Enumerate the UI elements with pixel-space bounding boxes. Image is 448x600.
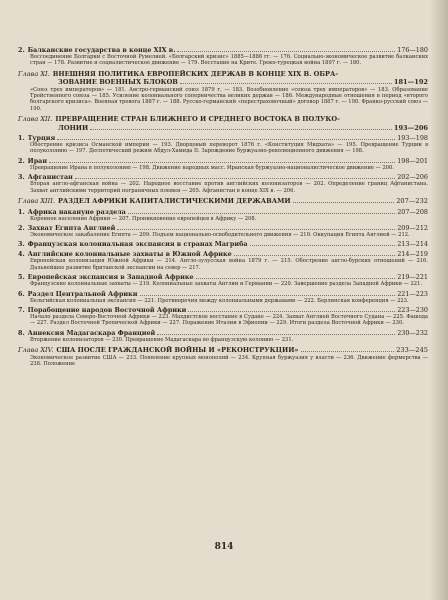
chapter-title: ВНЕШНЯЯ ПОЛИТИКА ЕВРОПЕЙСКИХ ДЕРЖАВ В КОНЦЕ XIX В. ОБРА- xyxy=(52,69,339,78)
page-range: 193—206 xyxy=(393,123,428,132)
chapter-entry xyxy=(18,346,428,367)
section-number: 1. xyxy=(18,134,25,143)
section-number: 1. xyxy=(18,207,25,216)
entry-summary: Начало раздела Северо-Восточной Африки — 223. Махдистское восстание в Судане — 224. Захват Англией Восточного Судана — 225. Фашода — 227. Раздел Восточной Тропической Африки — 227. Поражение Италии в Эфиопии — 229. Итоги раздела Восточной Африки — 230. xyxy=(30,313,428,327)
section-number: 3. xyxy=(18,173,25,182)
dot-leader xyxy=(301,346,395,352)
dot-leader xyxy=(90,124,392,130)
chapter-entry xyxy=(18,115,428,132)
dot-leader xyxy=(57,134,395,140)
section-number: 2. xyxy=(18,156,25,165)
section-number: 3. xyxy=(18,240,25,249)
chapter-title-continuation: ЗОВАНИЕ ВОЕННЫХ БЛОКОВ xyxy=(58,78,178,87)
dot-leader xyxy=(117,224,395,230)
section-entry xyxy=(18,157,428,171)
chapter-title: РАЗДЕЛ АФРИКИ КАПИТАЛИСТИЧЕСКИМИ ДЕРЖАВАМИ xyxy=(57,197,291,206)
section-title: Захват Египта Англией xyxy=(27,223,116,232)
section-entry xyxy=(18,290,428,304)
page-range: 223—230 xyxy=(397,305,428,314)
chapter-prefix: Глава XIV. xyxy=(18,346,54,355)
page-range: 214—219 xyxy=(397,250,428,259)
page-range: 202—206 xyxy=(397,173,428,182)
dot-leader xyxy=(180,78,392,84)
table-of-contents xyxy=(18,44,428,367)
section-title: Раздел Центральной Африки xyxy=(27,289,138,298)
entry-summary: Вторжение колонизаторов — 230. Превращение Мадагаскара во французскую колонию — 231. xyxy=(30,336,294,343)
dot-leader xyxy=(75,173,395,179)
section-number: 7. xyxy=(18,305,25,314)
page-number: 814 xyxy=(214,542,234,552)
section-title: Аннексия Мадагаскара Францией xyxy=(27,328,156,337)
section-entry xyxy=(18,273,428,287)
section-entry xyxy=(18,306,428,327)
entry-summary: Обострение кризиса Османской империи — 193. Дворцовый переворот 1876 г. «Конституция Мидхата» — 195. Превращение Турции в полуколонию — 197. Деспотический режим Абдул-Хамида II. Зарождение буржуазно-революционного движения — 198. xyxy=(30,142,428,155)
dot-leader xyxy=(128,208,395,214)
section-number: 4. xyxy=(18,250,25,259)
chapter-prefix: Глава XII. xyxy=(18,115,53,124)
entry-summary: Экономическое развитие США — 233. Появление крупных монополий — 234. Крупная буржуазия у власти — 236. Движение фермерства — 238. Положение xyxy=(30,354,428,367)
entry-summary: Экономическое закабаление Египта — 209. Подъем национально-освободительного движения — 210. Оккупация Египта Англией — 212. xyxy=(30,231,410,238)
section-number: 6. xyxy=(18,289,25,298)
section-title: Европейская экспансия в Западной Африке xyxy=(27,273,194,282)
page-range: 176—180 xyxy=(397,46,428,54)
page-range: 219—221 xyxy=(397,273,428,282)
section-title: Французская колониальная экспансия в странах Магриба xyxy=(27,240,248,249)
dot-leader xyxy=(188,306,395,312)
page-range: 213—214 xyxy=(397,240,428,249)
dot-leader xyxy=(177,46,395,52)
section-entry xyxy=(18,134,428,155)
section-entry xyxy=(18,250,428,271)
page-range: 221—223 xyxy=(397,289,428,298)
chapter-title-continuation: ЛОНИИ xyxy=(58,123,89,132)
page-range: 209—212 xyxy=(397,223,428,232)
page-range: 207—208 xyxy=(397,207,428,216)
dot-leader xyxy=(196,273,396,279)
entry-summary: Бельгийская колониальная экспансия — 221. Противоречия между колониальными державами — 222. Берлинская конференция — 223. xyxy=(30,297,409,304)
chapter-entry xyxy=(18,197,428,205)
section-entry xyxy=(18,240,428,248)
chapter-title: США ПОСЛЕ ГРАЖДАНСКОЙ ВОЙНЫ И «РЕКОНСТРУКЦИИ» xyxy=(56,346,299,355)
section-entry xyxy=(18,173,428,194)
section-title: Турция xyxy=(27,134,56,143)
section-entry xyxy=(18,46,428,67)
page-range: 193—198 xyxy=(397,134,428,143)
entry-summary: Коренное население Африки — 207. Проникновение европейцев в Африку — 208. xyxy=(30,215,257,222)
entry-summary: Превращение Ирана в полуколонию — 198. Движение народных масс. Иранская буржуазно-националистическое движение — 200. xyxy=(30,164,395,171)
dot-leader xyxy=(293,197,395,203)
section-title: Африка накануне раздела xyxy=(27,207,126,216)
dot-leader xyxy=(234,250,395,256)
section-title: Иран xyxy=(27,156,47,165)
entry-summary: Французские колониальные захваты — 219. Колониальные захваты Англии и Германии — 220. Завершение раздела Западной Африки — 221. xyxy=(30,281,423,288)
section-number: 2. xyxy=(18,46,25,54)
section-entry xyxy=(18,329,428,343)
chapter-title: ПРЕВРАЩЕНИЕ СТРАН БЛИЖНЕГО И СРЕДНЕГО ВОСТОКА В ПОЛУКО- xyxy=(55,115,340,124)
section-title: Порабощение народов Восточной Африки xyxy=(27,305,187,314)
chapter-prefix: Глава XIII. xyxy=(18,197,55,206)
dot-leader xyxy=(140,290,396,296)
section-number: 5. xyxy=(18,273,25,282)
section-title: Английские колониальные захваты в Южной Африке xyxy=(27,250,232,259)
page-range: 230—232 xyxy=(397,328,428,337)
page-range: 233—245 xyxy=(396,346,428,355)
section-number: 8. xyxy=(18,328,25,337)
entry-summary: Европейская колонизация Южной Африки — 214. Англо-зулусская война 1879 г. — 215. Обострение англо-бурских отношений — 216. Дальнейшее развитие британской экспансии на север — 217. xyxy=(30,258,428,271)
chapter-prefix: Глава XI. xyxy=(18,69,50,78)
page-range: 207—232 xyxy=(396,197,428,206)
section-number: 2. xyxy=(18,223,25,232)
section-title: Афганистан xyxy=(27,173,73,182)
entry-summary: Вторая англо-афганская война — 202. Народное восстание против английских колонизаторов — 202. Определение границ Афганистана. Захват английскими территорий пограничных племен — 205. Афганистан в конце XIX в. — 206. xyxy=(30,181,428,194)
dot-leader xyxy=(49,157,395,163)
entry-summary: «Союз трех императоров» — 181. Австро-германский союз 1879 г. — 183. Возобновление «союза трех императоров» — 183. Образование Тройственного союза — 185. Усиление колониального соперничества великих держав — 186. Международные отношения в период «второго болгарского кризиса». Военная тревога 1887 г. — 188. Русско-германский «перестраховочный» договор 1887 г. — 190. Франко-русский союз — 190. xyxy=(30,86,428,112)
entry-summary: Воссоединение Болгарии с Восточной Румелией. «Болгарский кризис» 1885—1886 гг. — 176. Социально-экономическое развитие балканских стран — 178. Развитие и социалистическое движение — 179. Восстание на Крите. Греко-турецкая война 1897 г. — 180. xyxy=(30,54,428,67)
section-entry xyxy=(18,208,428,222)
page-range: 198—201 xyxy=(397,156,428,165)
chapter-entry xyxy=(18,70,428,112)
section-title: Балканские государства в конце XIX в. xyxy=(27,46,176,54)
dot-leader xyxy=(157,329,395,335)
dot-leader xyxy=(250,240,396,246)
page-range: 181—192 xyxy=(393,78,428,87)
section-entry xyxy=(18,224,428,238)
